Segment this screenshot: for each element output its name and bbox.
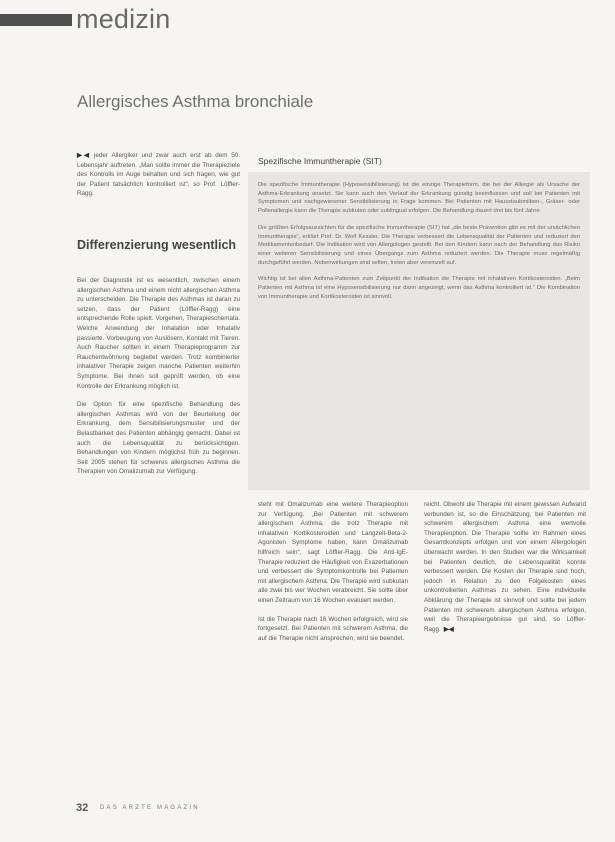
right-paragraph-1: reicht. Obwohl die Therapie mit einem gewissen Aufwand verbunden ist, so die Einschätzung, bei Patienten mit schwerem allergischem Asthma eine wertvolle Therapieoption. Die Therapie sollte im Rahmen eines Gesamtkonzepts erfolgen und von einem Allergologen überwacht werden. In den Studien war die Wirksamkeit bei Patienten deutlich, die Lebensqualität konnte verbessert werden. Die Kosten der Therapie sind hoch, jedoch in Relation zu den Folgekosten eines unkontrollierten Asthmas zu sehen. Eine individuelle Abklärung der Therapie ist sinnvoll und sollte bei jedem Patienten mit schwerem allergischem Asthma erfolgen, weil die Therapieergebnisse gut sind, so Löffler-Ragg. bbox=[424, 501, 586, 633]
sit-paragraph-2: Die größten Erfolgsaussichten für die spezifische Immuntherapie (SIT) hat „die beste Prävention gibt es mit der ursächlichen Immuntherapie“, erklärt Prof. Dr. Wolf Kessler. Die Therapie verbessert die Lebensqualität der Patienten und reduziert den Medikamentenbedarf. Die Indikation wird von Allergologen gestellt. Bei den Kindern kann nach der Behandlung das Risiko einer weiteren Sensibilisierung und eines Übergangs zum Asthma reduziert werden. Die Therapie muss regelmäßig durchgeführt werden. Nebenwirkungen sind selten, treten aber vereinzelt auf. bbox=[258, 224, 580, 266]
end-of-article-icon: ▶◀ bbox=[443, 625, 454, 633]
middle-paragraph-2: Ist die Therapie nach 16 Wochen erfolgreich, wird sie fortgesetzt. Bei Patienten mit schwerem Asthma, die auf die Therapie nicht ansprechen, wird sie beendet. bbox=[258, 615, 408, 642]
section-subhead: Differenzierung wesentlich bbox=[77, 238, 237, 252]
left-paragraph-1: Bei der Diagnostik ist es wesentlich, zwischen einem allergischen Asthma und einem nicht allergischen Asthma zu unterscheiden. Die Therapie des Asthmas ist daran zu setzen, dass der Patient (Löffler-Ragg) eine entsprechende Rolle spielt. Vorgehen, Therapieschemata. Welche Anwendung der Inhalation oder Inhalativ passierte. Vorbeugung von Auslösern, Kontakt mit Tieren. Auch Raucher sollten in einem Therapieprogramm zur Rauchentwöhnung begleitet werden. Trotz kombinierter inhalativer Therapie zeigen manche Patienten weiterhin Symptome. Bei ihnen soll geprüft werden, ob eine Kontrolle der Erkrankung möglich ist. bbox=[77, 277, 240, 390]
sit-box-title: Spezifische Immuntherapie (SIT) bbox=[258, 156, 382, 166]
sit-box-text bbox=[248, 172, 590, 317]
left-column bbox=[77, 276, 240, 486]
left-paragraph-2: Die Option für eine spezifische Behandlung des allergischen Asthmas wird von der Beurteilung der Erkrankung, dem Sensibilisierungsmuster und der Belastbarkeit des Patienten abhängig gemacht. Dabei ist auch die Lebensqualität zu berücksichtigen. Behandlungen von Kindern möglichst früh zu beginnen. Seit 2005 stehen für schweres allergisches Asthma die Therapien von Omalizumab zur Verfügung. bbox=[77, 401, 240, 476]
middle-paragraph-1: steht mit Omalizumab eine weitere Therapieoption zur Verfügung. „Bei Patienten mit schwerem allergischem Asthma, die trotz Therapie mit inhalativen Kortikosteroiden und Langzeit-Beta-2-Agonisten Symptome haben, kann Omalizumab hilfreich sein“, sagt Löffler-Ragg. Die Anti-IgE-Therapie reduziert die Häufigkeit von Exazerbationen und verbessert die Symptomkontrolle bei Patienten mit allergischem Asthma. Die Therapie wird subkutan alle zwei bis vier Wochen verabreicht. Sie sollte über einen Zeitraum von 16 Wochen evaluiert werden. bbox=[258, 501, 408, 604]
section-color-bar bbox=[0, 14, 72, 26]
sit-paragraph-3: Wichtig ist bei allen Asthma-Patienten zum Zeitpunkt der Indikation die Therapie mit inhalativen Kortikosteroiden. „Beim Patienten mit Asthma ist eine Hyposensibilisierung nur dann angezeigt, wenn das Asthma kontrolliert ist.“ Die Kombination von Immuntherapie und Kortikosteroiden ist sinnvoll. bbox=[258, 276, 580, 300]
right-column bbox=[424, 500, 586, 643]
intro-paragraph: jeder Allergiker und zwar auch erst ab dem 50. Lebensjahr auftreten. „Man sollte immer die Therapieziele des Kontrolls im Auge behalten und sich fragen, wie gut der Patient tatsächlich kontrolliert ist“, so Prof. Löffler-Ragg. bbox=[77, 152, 240, 198]
continuation-arrow-icon: ▶◀ bbox=[77, 152, 92, 159]
middle-column bbox=[258, 500, 408, 652]
section-label: medizin bbox=[76, 4, 171, 34]
left-column-intro bbox=[77, 151, 240, 208]
sit-info-box bbox=[248, 172, 590, 490]
magazine-name: DAS ARZTE MAGAZIN bbox=[100, 805, 200, 811]
article-title: Allergisches Asthma bronchiale bbox=[77, 92, 314, 111]
sit-paragraph-1: Die spezifische Immuntherapie (Hyposensibilisierung) ist die einzige Therapieform, die bei der Allergie als Ursache der Asthma-Erkrankung ansetzt. Sie kann auch den Verlauf der Erkrankung günstig beeinflussen und soll bei Patienten mit Symptomen und nachgewiesener Sensibilisierung in Frage kommen. Bei Patienten mit Hausstaubmilben-, Gräser- oder Pollenallergie kann die Therapie subkutan oder sublingual erfolgen. Die Behandlung dauert drei bis fünf Jahre. bbox=[258, 182, 580, 215]
page-number: 32 bbox=[76, 802, 89, 814]
